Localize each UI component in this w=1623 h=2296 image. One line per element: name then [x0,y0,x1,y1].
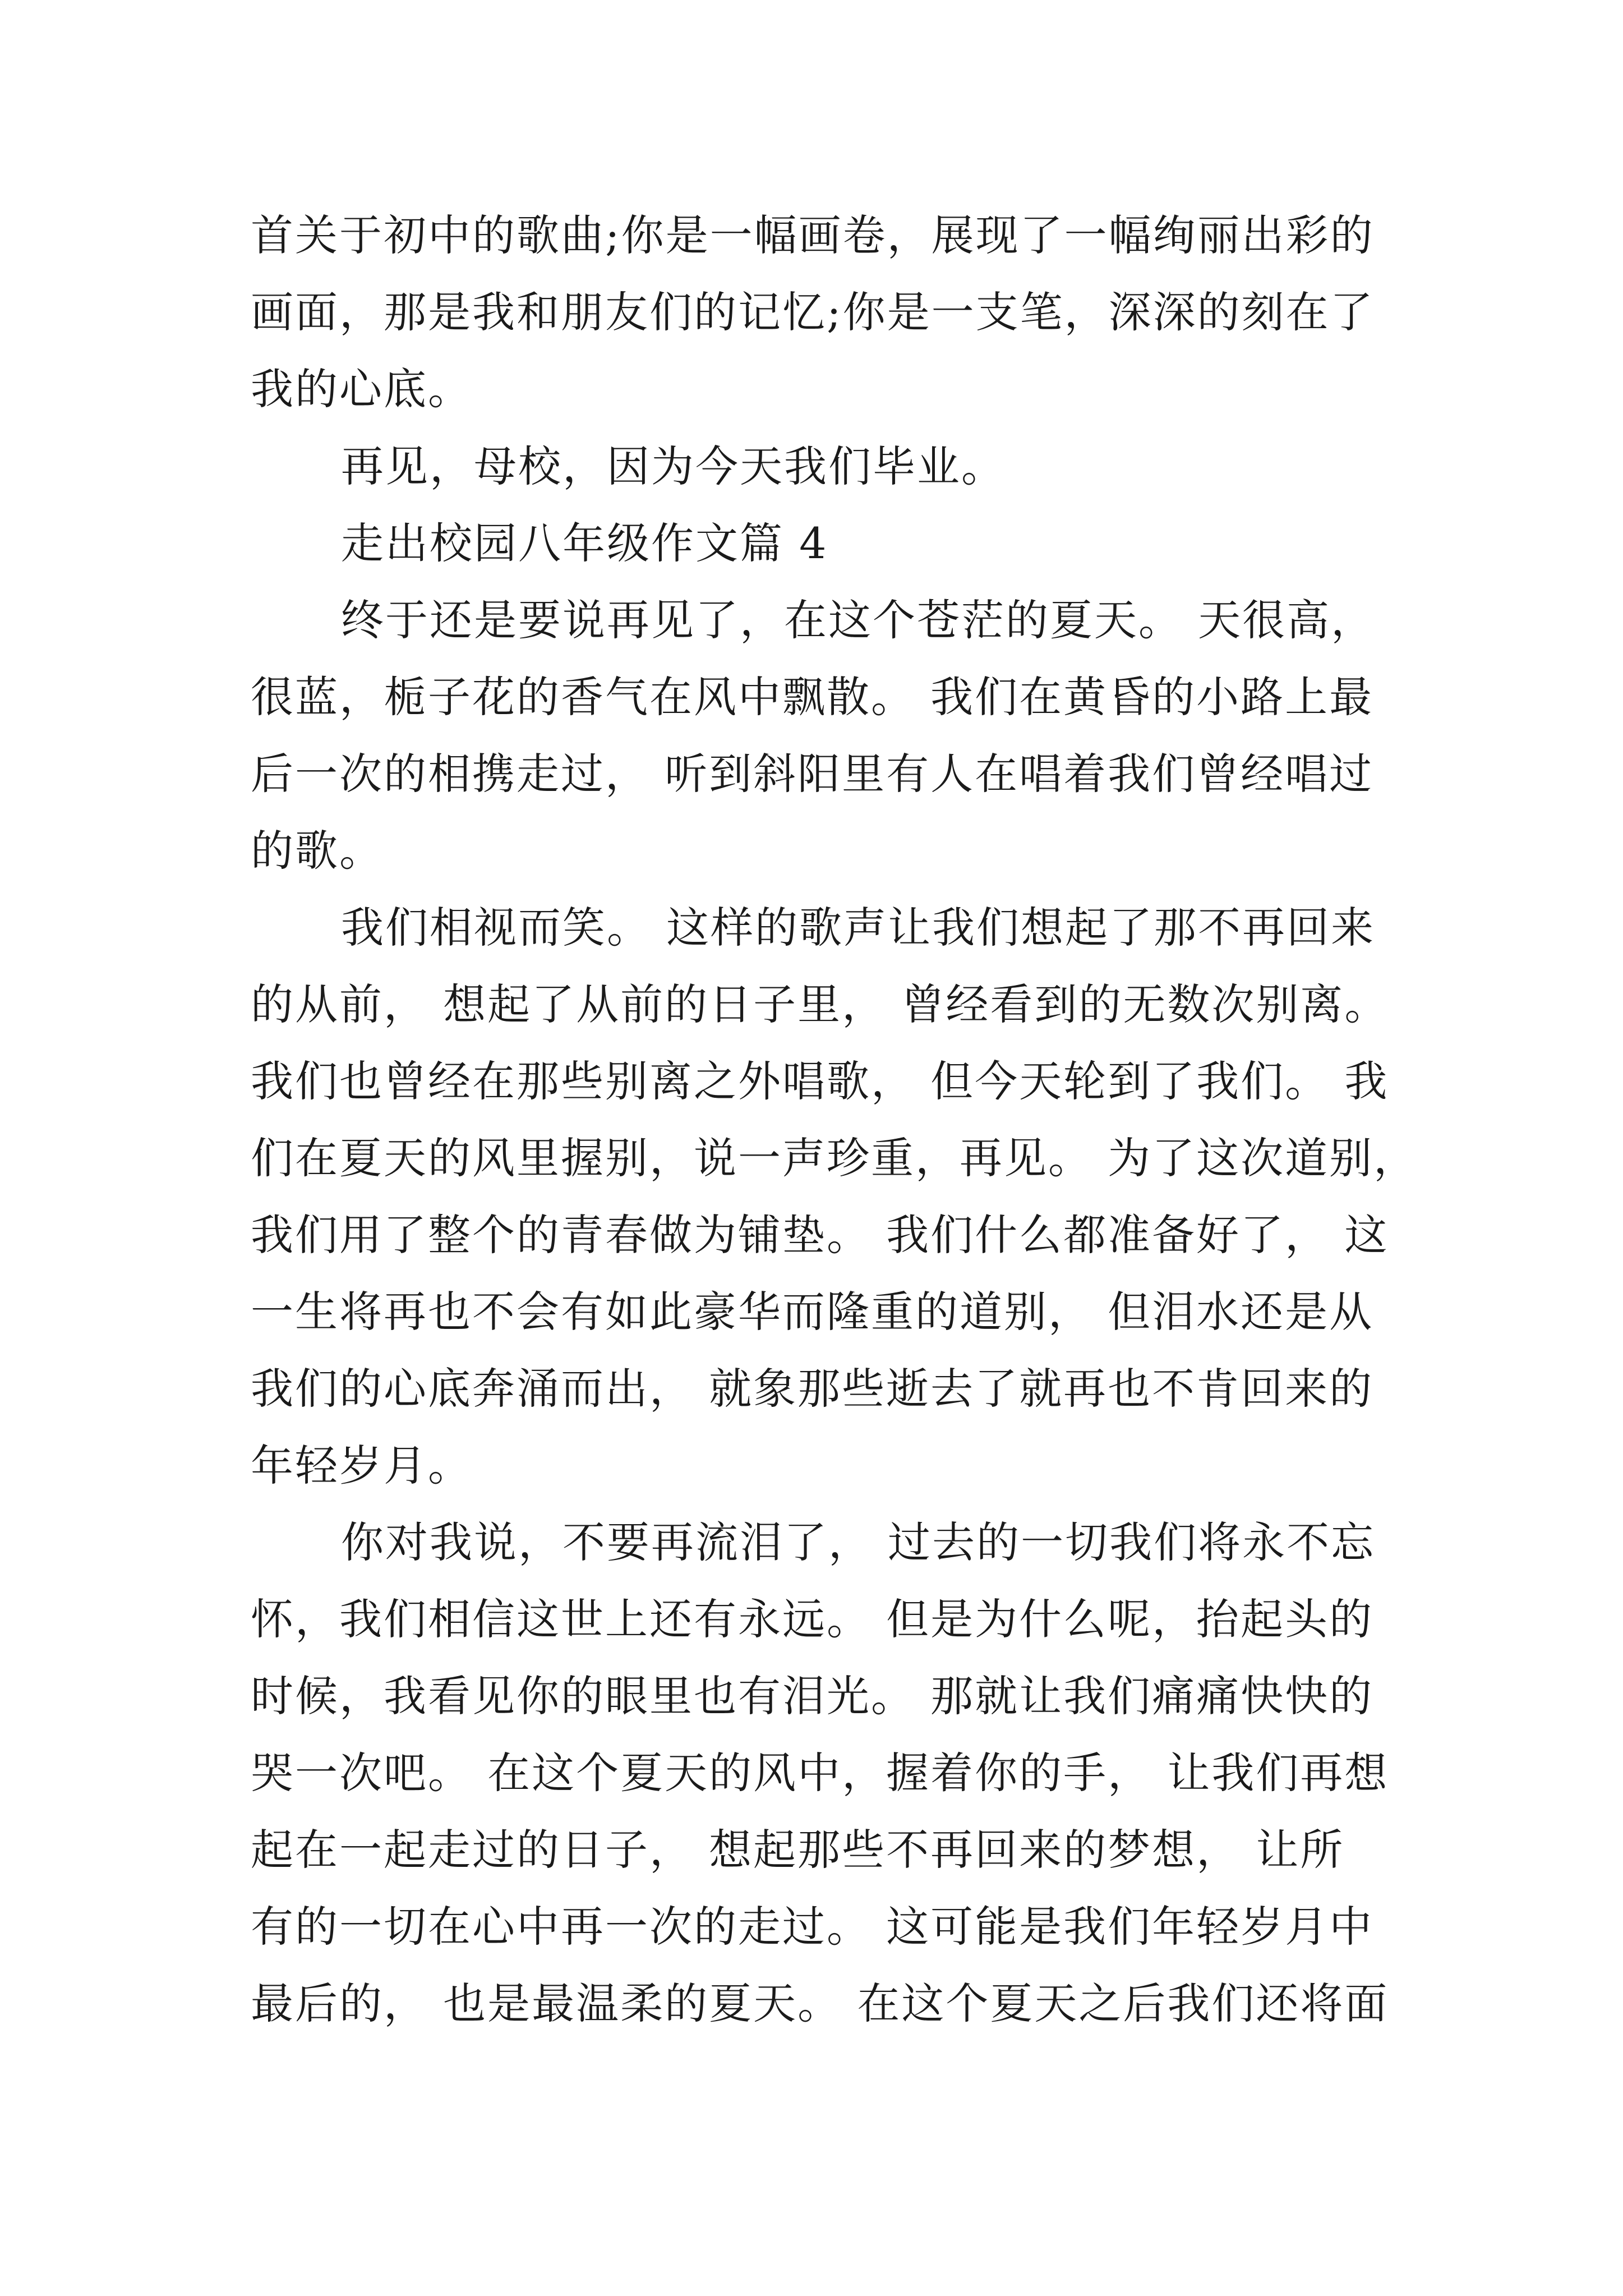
text-line: 的歌。 [251,826,384,876]
text-line: 时候，我看见你的眼里也有泪光。 那就让我们痛痛快快的 [251,1671,1374,1721]
text-line: 最后的， 也是最温柔的夏天。 在这个夏天之后我们还将面 [251,1978,1389,2028]
text-line: 起在一起走过的日子， 想起那些不再回来的梦想， 让所 [251,1825,1345,1875]
text-line: 我们的心底奔涌而出， 就象那些逝去了就再也不肯回来的 [251,1364,1374,1414]
paragraph-line: 你对我说，不要再流泪了， 过去的一切我们将永不忘 [341,1517,1376,1567]
paragraph-line: 再见，母校，因为今天我们毕业。 [341,441,1006,491]
text-line: 一生将再也不会有如此豪华而隆重的道别， 但泪水还是从 [251,1287,1374,1337]
text-line: 首关于初中的歌曲;你是一幅画卷，展现了一幅绚丽出彩的 [251,210,1375,260]
section-heading: 走出校园八年级作文篇 4 [341,518,828,568]
text-line: 的从前， 想起了从前的日子里， 曾经看到的无数次别离。 [251,979,1389,1029]
paragraph-line: 终于还是要说再见了，在这个苍茫的夏天。 天很高， [341,595,1376,645]
text-line: 很蓝，栀子花的香气在风中飘散。 我们在黄昏的小路上最 [251,672,1374,722]
text-line: 们在夏天的风里握别，说一声珍重，再见。 为了这次道别， [251,1133,1418,1183]
text-line: 怀，我们相信这世上还有永远。 但是为什么呢，抬起头的 [251,1594,1374,1644]
paragraph-line: 我们相视而笑。 这样的歌声让我们想起了那不再回来 [341,903,1376,953]
text-line: 后一次的相携走过， 听到斜阳里有人在唱着我们曾经唱过 [251,749,1374,799]
text-line: 画面，那是我和朋友们的记忆;你是一支笔，深深的刻在了 [251,287,1375,337]
text-line: 有的一切在心中再一次的走过。 这可能是我们年轻岁月中 [251,1902,1374,1952]
text-line: 年轻岁月。 [251,1441,472,1490]
text-line: 哭一次吧。 在这个夏天的风中，握着你的手， 让我们再想 [251,1748,1389,1798]
text-line: 我的心底。 [251,364,472,414]
text-line: 我们也曾经在那些别离之外唱歌， 但今天轮到了我们。 我 [251,1056,1389,1106]
text-line: 我们用了整个的青春做为铺垫。 我们什么都准备好了， 这 [251,1210,1389,1260]
